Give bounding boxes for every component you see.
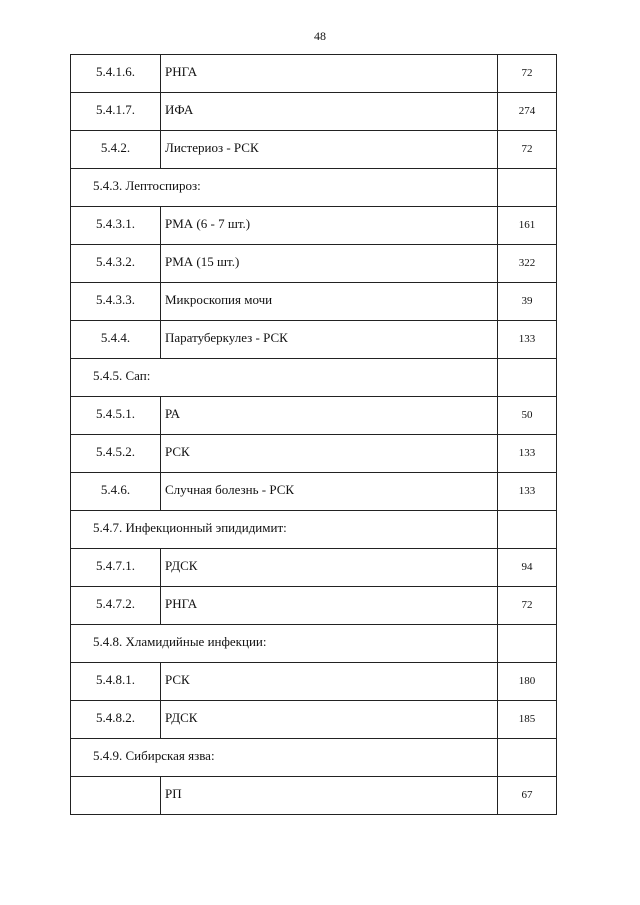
section-title: 5.4.7. Инфекционный эпидидимит: <box>93 520 287 535</box>
name-cell <box>161 473 498 511</box>
table-row <box>71 663 557 701</box>
item-price: 72 <box>521 143 533 155</box>
code-cell <box>71 131 161 169</box>
price-cell <box>498 549 557 587</box>
item-name: Паратуберкулез - РСК <box>165 330 288 345</box>
name-cell <box>161 435 498 473</box>
item-code: 5.4.7.2. <box>96 596 135 611</box>
section-title-cell <box>71 511 498 549</box>
price-cell <box>498 245 557 283</box>
name-cell <box>161 93 498 131</box>
item-price: 72 <box>521 67 533 79</box>
item-code: 5.4.3.3. <box>96 292 135 307</box>
code-cell <box>71 207 161 245</box>
table-row <box>71 777 557 815</box>
price-cell <box>498 473 557 511</box>
item-price: 185 <box>518 713 536 725</box>
table-row <box>71 93 557 131</box>
code-cell <box>71 701 161 739</box>
code-cell <box>71 549 161 587</box>
item-name: Случная болезнь - РСК <box>165 482 295 497</box>
code-cell <box>71 663 161 701</box>
section-title-cell <box>71 739 498 777</box>
item-price: 94 <box>521 561 533 573</box>
code-cell <box>71 397 161 435</box>
price-cell <box>498 93 557 131</box>
price-cell <box>498 207 557 245</box>
code-cell <box>71 245 161 283</box>
price-cell <box>498 701 557 739</box>
table-row <box>71 207 557 245</box>
price-cell <box>498 435 557 473</box>
section-title-cell <box>71 625 498 663</box>
code-cell <box>71 55 161 93</box>
section-row <box>71 359 557 397</box>
item-price: 133 <box>518 485 536 497</box>
item-code: 5.4.7.1. <box>96 558 135 573</box>
item-price: 39 <box>521 295 533 307</box>
price-cell-empty <box>498 169 557 207</box>
table-row <box>71 587 557 625</box>
item-code: 5.4.5.2. <box>96 444 135 459</box>
item-name: РМА (15 шт.) <box>165 254 240 269</box>
code-cell <box>71 777 161 815</box>
item-code: 5.4.5.1. <box>96 406 135 421</box>
item-code: 5.4.8.1. <box>96 672 135 687</box>
table-row <box>71 549 557 587</box>
table-row <box>71 283 557 321</box>
item-name: Листериоз - РСК <box>165 140 259 155</box>
item-name: РСК <box>165 672 190 687</box>
name-cell <box>161 283 498 321</box>
price-cell <box>498 283 557 321</box>
table-row <box>71 397 557 435</box>
item-name: РНГА <box>165 64 198 79</box>
section-title: 5.4.5. Сап: <box>93 368 151 383</box>
item-name: РА <box>165 406 180 421</box>
price-cell <box>498 777 557 815</box>
price-cell-empty <box>498 511 557 549</box>
section-row <box>71 169 557 207</box>
price-cell <box>498 587 557 625</box>
section-title: 5.4.9. Сибирская язва: <box>93 748 215 763</box>
section-title-cell <box>71 359 498 397</box>
item-name: РНГА <box>165 596 198 611</box>
item-price: 67 <box>521 789 533 801</box>
item-code: 5.4.1.6. <box>96 64 135 79</box>
item-code: 5.4.1.7. <box>96 102 135 117</box>
name-cell <box>161 207 498 245</box>
item-name: РДСК <box>165 558 198 573</box>
item-code: 5.4.6. <box>100 482 131 497</box>
item-name: Микроскопия мочи <box>165 292 273 307</box>
item-code: 5.4.2. <box>100 140 131 155</box>
name-cell <box>161 549 498 587</box>
table-row <box>71 131 557 169</box>
table-row <box>71 701 557 739</box>
item-code: 5.4.8.2. <box>96 710 135 725</box>
section-title-cell <box>71 169 498 207</box>
item-price: 133 <box>518 447 536 459</box>
name-cell <box>161 397 498 435</box>
table-row <box>71 435 557 473</box>
code-cell <box>71 283 161 321</box>
item-name: РП <box>165 786 182 801</box>
price-cell-empty <box>498 359 557 397</box>
price-cell <box>498 397 557 435</box>
code-cell <box>71 321 161 359</box>
item-name: ИФА <box>165 102 194 117</box>
item-price: 161 <box>518 219 536 231</box>
item-price: 72 <box>521 599 533 611</box>
section-row <box>71 625 557 663</box>
name-cell <box>161 55 498 93</box>
price-cell <box>498 663 557 701</box>
item-code: 5.4.3.1. <box>96 216 135 231</box>
price-table-body <box>71 55 557 815</box>
table-row <box>71 321 557 359</box>
section-title: 5.4.3. Лептоспироз: <box>93 178 201 193</box>
item-name: РДСК <box>165 710 198 725</box>
name-cell <box>161 245 498 283</box>
price-cell-empty <box>498 739 557 777</box>
code-cell <box>71 435 161 473</box>
item-price: 180 <box>518 675 536 687</box>
item-name: РМА (6 - 7 шт.) <box>165 216 251 231</box>
item-name: РСК <box>165 444 190 459</box>
item-code: 5.4.3.2. <box>96 254 135 269</box>
table-row <box>71 473 557 511</box>
code-cell <box>71 93 161 131</box>
page-number: 48 <box>314 29 326 43</box>
name-cell <box>161 321 498 359</box>
item-price: 133 <box>518 333 536 345</box>
price-cell <box>498 55 557 93</box>
item-price: 274 <box>518 105 536 117</box>
item-price: 322 <box>518 257 536 269</box>
section-row <box>71 739 557 777</box>
name-cell <box>161 701 498 739</box>
table-row <box>71 245 557 283</box>
price-cell <box>498 131 557 169</box>
item-code: 5.4.4. <box>100 330 131 345</box>
price-cell <box>498 321 557 359</box>
name-cell <box>161 587 498 625</box>
item-code <box>71 777 160 786</box>
table-row <box>71 55 557 93</box>
price-cell-empty <box>498 625 557 663</box>
name-cell <box>161 131 498 169</box>
section-title: 5.4.8. Хламидийные инфекции: <box>93 634 267 649</box>
section-row <box>71 511 557 549</box>
code-cell <box>71 473 161 511</box>
price-table <box>70 54 557 815</box>
name-cell <box>161 777 498 815</box>
name-cell <box>161 663 498 701</box>
item-price: 50 <box>521 409 533 421</box>
code-cell <box>71 587 161 625</box>
